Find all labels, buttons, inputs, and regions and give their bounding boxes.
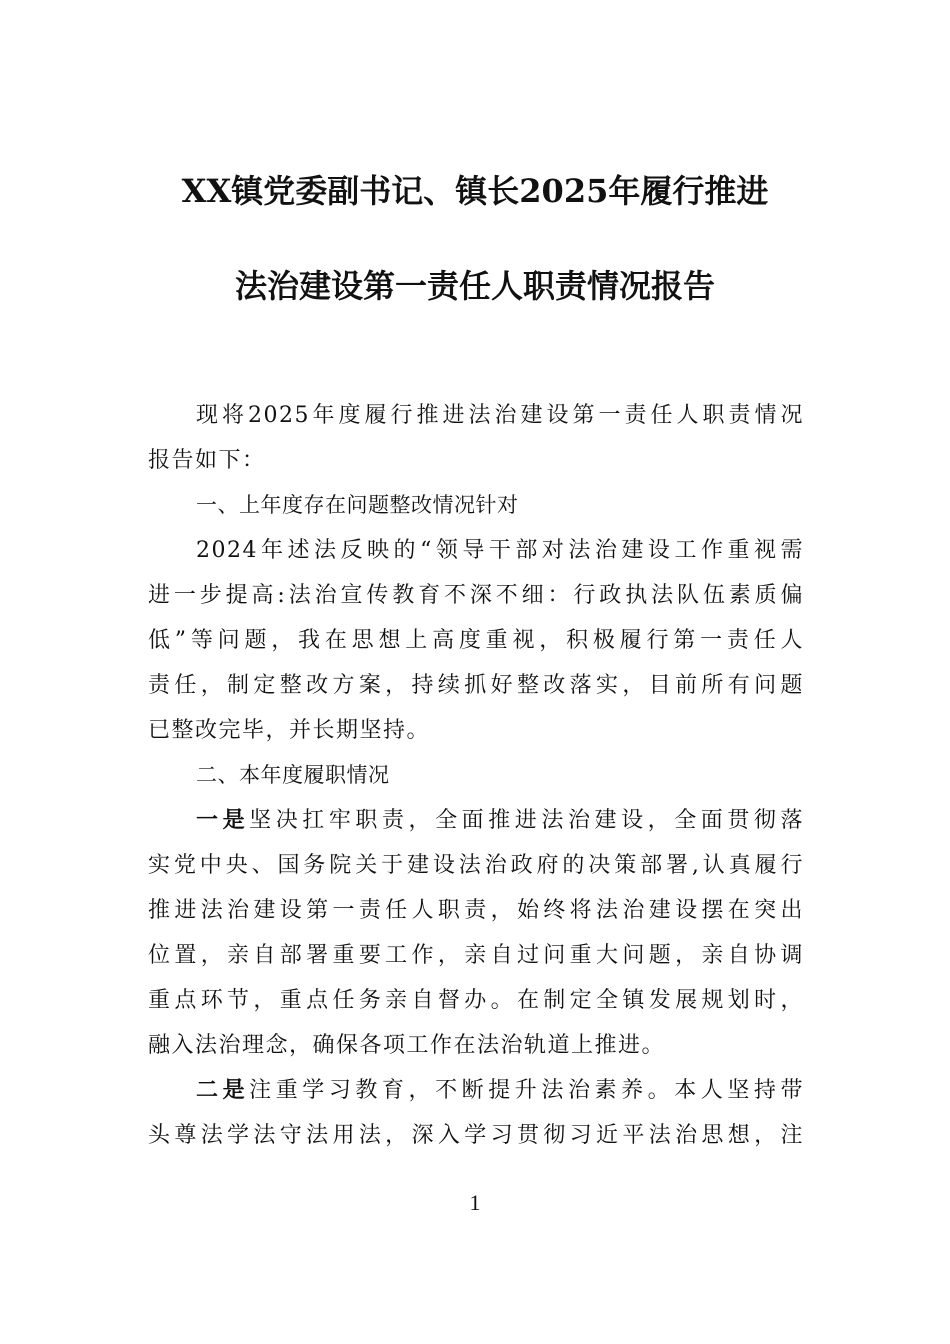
intro-line-1: 现将2025年度履行推进法治建设第一责任人职责情况 [196, 403, 804, 428]
section-1-heading: 一、上年度存在问题整改情况针对 [196, 493, 519, 517]
item-1-line-2: 实党中央、国务院关于建设法治政府的决策部署,认真履行 [148, 853, 804, 878]
page-number: 1 [469, 1190, 481, 1215]
item-1-line-1 [148, 798, 804, 843]
section-2-heading: 二、本年度履职情况 [196, 763, 390, 787]
item-2-line-1 [148, 1068, 804, 1113]
report-title-line-2: 法治建设第一责任人职责情况报告 [234, 267, 715, 305]
item-2-line-2: 头尊法学法守法用法，深入学习贯彻习近平法治思想，注 [148, 1123, 804, 1148]
item-2-first-line-text: 注重学习教育，不断提升法治素养。本人坚持带 [249, 1078, 804, 1103]
item-1-line-3: 推进法治建设第一责任人职责，始终将法治建设摆在突出 [148, 898, 804, 923]
item-1-line-5: 重点环节，重点任务亲自督办。在制定全镇发展规划时， [148, 988, 804, 1013]
section-1-line-5: 已整改完毕，并长期坚持。 [148, 718, 431, 743]
section-1-line-2: 进一步提高:法治宣传教育不深不细：行政执法队伍素质偏 [148, 583, 804, 608]
section-1-line-4: 责任，制定整改方案，持续抓好整改落实，目前所有问题 [148, 673, 804, 698]
item-1-first-line-text: 坚决扛牢职责，全面推进法治建设，全面贯彻落 [249, 808, 804, 833]
section-1-line-3: 低”等问题，我在思想上高度重视，积极履行第一责任人 [148, 628, 804, 653]
report-body [148, 393, 804, 1158]
intro-line-2: 报告如下： [148, 448, 266, 473]
item-1-line-4: 位置，亲自部署重要工作，亲自过问重大问题，亲自协调 [148, 943, 804, 968]
item-2-lead: 二是 [196, 1078, 250, 1103]
section-1-line-1: 2024年述法反映的“领导干部对法治建设工作重视需 [196, 538, 804, 563]
item-1-line-6: 融入法治理念，确保各项工作在法治轨道上推进。 [148, 1033, 666, 1058]
item-1-lead: 一是 [196, 808, 250, 833]
report-title-line-1: XX镇党委副书记、镇长2025年履行推进 [181, 172, 769, 210]
